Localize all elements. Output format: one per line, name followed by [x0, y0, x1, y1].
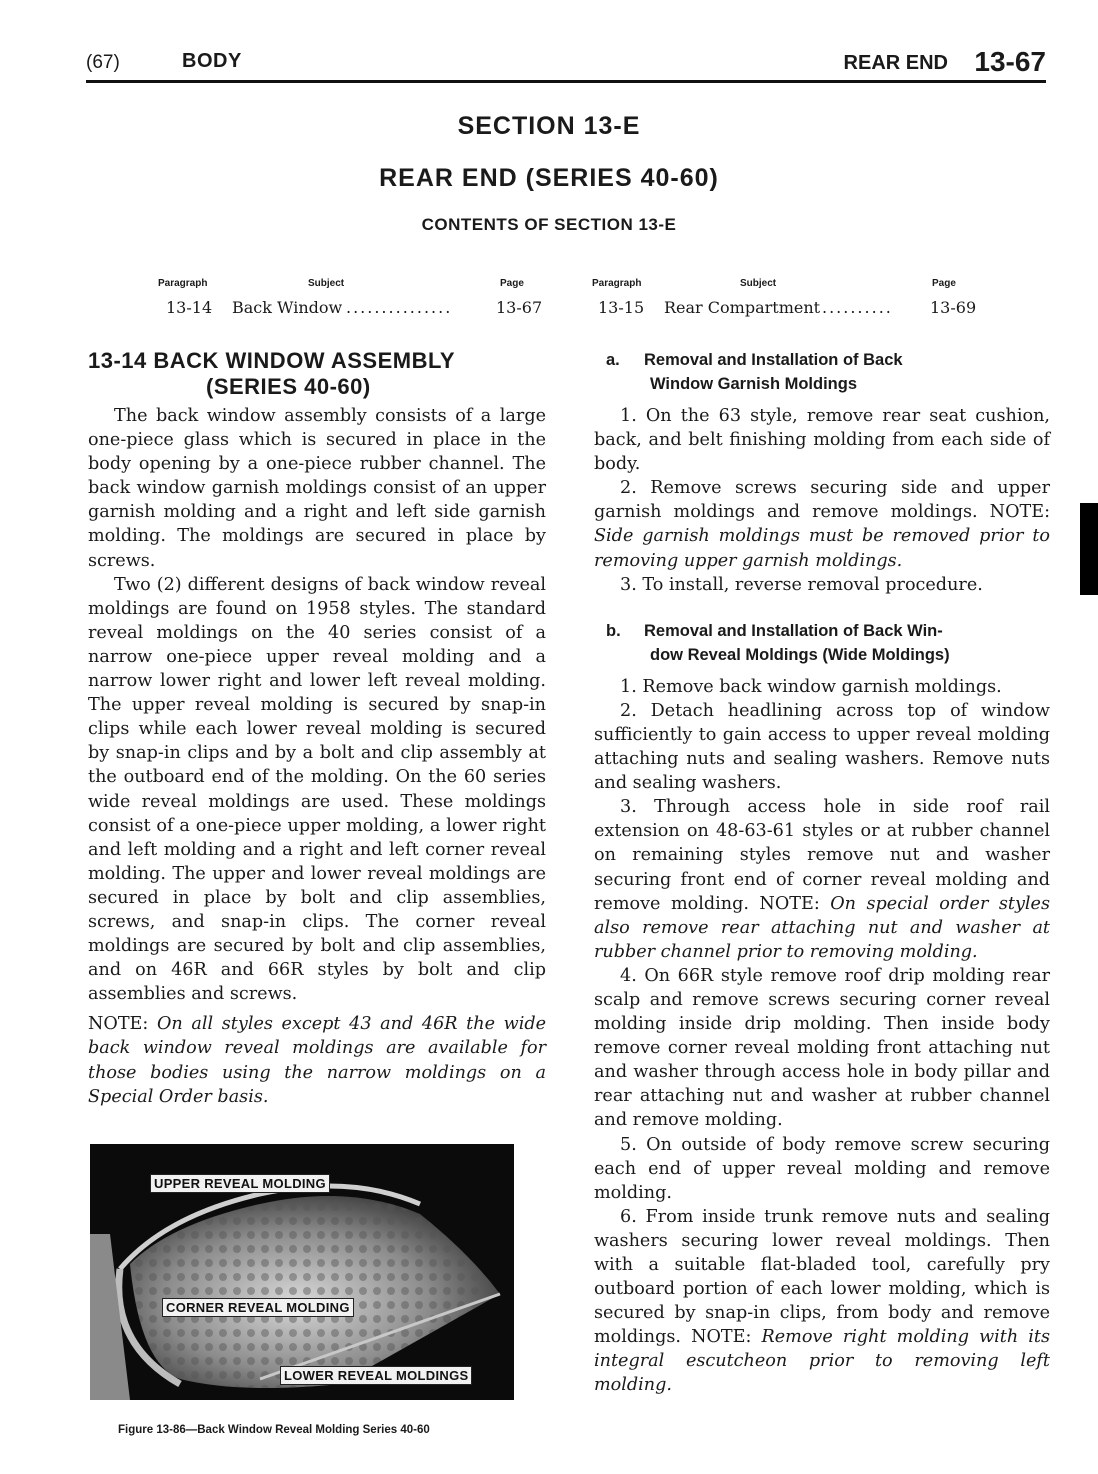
subsection-label: a.: [606, 351, 620, 369]
note-label: NOTE:: [759, 893, 820, 914]
step: 4. On 66R style remove roof drip molding rear scalp and remove screws securing corner reveal molding inside drip molding. Then inside body remove corner reveal molding front attaching nut and washer through access hole in body pillar and rear attaching nut and washer at rubber channel and remove molding.: [594, 965, 1050, 1131]
toc-page: 13-67: [496, 298, 543, 317]
figure-back-window-photo: [90, 1144, 514, 1400]
step-text: 6. From inside trunk remove nuts and sealing washers securing lower reveal moldings. Then with a suitable flat-bladed tool, carefully pry outboard portion of each lower molding, which is secured by snap-in clips, from body and remove moldings.: [594, 1206, 1050, 1348]
page-number: (67): [86, 52, 120, 73]
section-thumb-tab: [1080, 503, 1098, 595]
subsection-a-heading: [594, 348, 1050, 396]
toc-column-right: [592, 278, 978, 322]
note-text: Remove right molding with its integral escutcheon prior to removing left molding.: [594, 1327, 1050, 1396]
toc-paragraph: 13-15: [598, 298, 645, 317]
subsection-b-heading: [594, 619, 1050, 667]
toc-header-subject: Subject: [308, 278, 345, 289]
section-title: SECTION 13-E: [457, 112, 641, 140]
step: [594, 476, 1050, 572]
section-right-label: REAR END: [843, 52, 948, 74]
note-label: NOTE:: [989, 502, 1050, 523]
step-text: 2. Remove screws securing side and upper garnish moldings and remove moldings.: [594, 478, 1050, 523]
step: 5. On outside of body remove screw securing each end of upper reveal molding and remove molding.: [594, 1134, 1050, 1203]
toc-header-page: Page: [500, 278, 524, 289]
body-paragraph: The back window assembly consists of a large one-piece glass which is secured in place in the body opening by a one-piece rubber channel. The back window garnish moldings consist of an upper garnish molding and a right and left side garnish molding. The moldings are secured in place by screws.: [88, 406, 546, 571]
toc-header-paragraph: Paragraph: [158, 278, 208, 289]
note-label: NOTE:: [88, 1014, 149, 1035]
note-label: NOTE:: [691, 1327, 752, 1348]
note-paragraph: [88, 1012, 546, 1108]
step: 1. Remove back window garnish moldings.: [620, 676, 1002, 697]
label-lower-reveal-moldings: LOWER REVEAL MOLDINGS: [280, 1366, 472, 1385]
toc-page: 13-69: [930, 298, 977, 317]
left-column: [88, 348, 546, 1109]
toc-header-subject: Subject: [740, 278, 777, 289]
section-subtitle: REAR END (SERIES 40-60): [379, 164, 719, 192]
section-left-label: BODY: [182, 50, 242, 72]
section-heading-line2: (SERIES 40-60): [206, 374, 371, 399]
toc-leader-dots: ..........: [822, 298, 893, 317]
toc-leader-dots: ...............: [346, 298, 453, 317]
section-heading: [88, 348, 546, 400]
contents-heading: CONTENTS OF SECTION 13-E: [421, 215, 677, 234]
subsection-label: b.: [606, 621, 621, 640]
page-header: [86, 46, 1046, 83]
subsection-title-line1: Removal and Installation of Back Win-: [644, 621, 943, 640]
figure-caption: Figure 13-86—Back Window Reveal Molding Series 40-60: [118, 1424, 430, 1436]
step: 2. Detach headlining across top of window sufficiently to gain access to upper reveal molding attaching nuts and sealing washers. Remove nuts and sealing washers.: [594, 700, 1050, 794]
step: [594, 795, 1050, 964]
toc-header-paragraph: Paragraph: [592, 278, 642, 289]
toc-paragraph: 13-14: [166, 298, 213, 317]
note-text: Side garnish moldings must be removed prior to removing upper garnish moldings.: [594, 526, 1050, 571]
label-upper-reveal-molding: UPPER REVEAL MOLDING: [150, 1174, 330, 1193]
step: 3. To install, reverse removal procedure.: [620, 574, 983, 595]
label-corner-reveal-molding: CORNER REVEAL MOLDING: [162, 1298, 354, 1317]
toc-entry[interactable]: [592, 298, 978, 322]
step: [594, 1205, 1050, 1398]
note-text: On all styles except 43 and 46R the wide back window reveal moldings are available for those bodies using the narrow moldings on a Special Order basis.: [88, 1014, 546, 1107]
toc-subject: Rear Compartment: [664, 298, 821, 317]
subsection-title-line1: Removal and Installation of Back: [644, 351, 903, 369]
note-text: On special order styles also remove rear attaching nut and washer at rubber channel prior to removing molding.: [594, 893, 1050, 962]
step: 1. On the 63 style, remove rear seat cushion, back, and belt finishing molding from each side of body.: [594, 406, 1050, 475]
toc-header-page: Page: [932, 278, 956, 289]
subsection-title-line2: Window Garnish Moldings: [650, 375, 858, 393]
step-text: 3. Through access hole in side roof rail extension on 48-63-61 styles or at rubber channel on remaining styles remove nut and washer securing front end of corner reveal molding and remove molding.: [594, 797, 1050, 914]
toc-subject: Back Window: [232, 298, 343, 317]
subsection-title-line2: dow Reveal Moldings (Wide Moldings): [650, 645, 950, 664]
page-reference: 13-67: [974, 46, 1046, 77]
toc-column-left: [158, 278, 544, 322]
body-paragraph: Two (2) different designs of back window reveal moldings are found on 1958 styles. The standard reveal moldings on the 40 series consist of a narrow one-piece upper reveal molding and a narrow lower right and lower left reveal molding. The upper reveal molding is secured by snap-in clips while each lower reveal molding is secured by snap-in clips and by a bolt and clip assembly at the outboard end of the molding. On the 60 series wide reveal moldings are used. These moldings consist of a one-piece upper molding, a lower right and left molding and a right and left corner reveal molding. The upper and lower reveal moldings are secured in place by bolt and clip assemblies, screws, and snap-in clips. The corner reveal moldings are secured by bolt and clip assemblies, and on 46R and 66R styles by bolt and clip assemblies and screws.: [88, 574, 546, 1005]
section-heading-line1: 13-14 BACK WINDOW ASSEMBLY: [88, 348, 456, 373]
right-column: [594, 348, 1050, 1398]
toc-entry[interactable]: [158, 298, 544, 322]
